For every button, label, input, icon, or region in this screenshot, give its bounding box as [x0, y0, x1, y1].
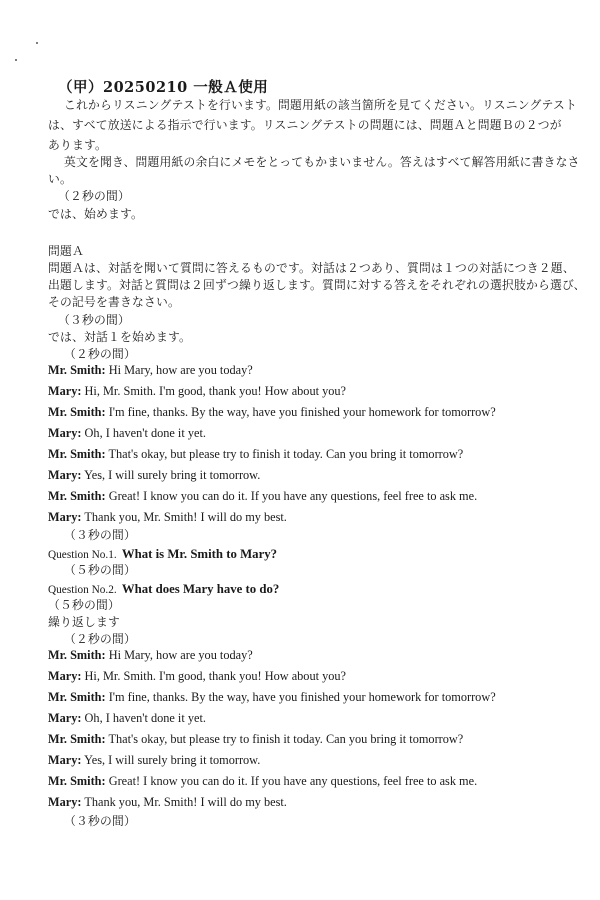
dialogue-line	[48, 489, 477, 504]
utterance: Hi, Mr. Smith. I'm good, thank you! How about you?	[81, 384, 347, 398]
pause-note: （２秒の間）	[64, 347, 136, 361]
pause-note: （３秒の間）	[64, 814, 136, 828]
speaker-name: Mr. Smith:	[48, 447, 106, 461]
utterance: Great! I know you can do it. If you have any questions, feel free to ask me.	[105, 489, 478, 503]
utterance: Oh, I haven't done it yet.	[81, 426, 206, 440]
repeat-note: 繰り返します	[48, 615, 120, 629]
pause-note: （２秒の間）	[64, 632, 136, 646]
instruction-line: 出題します。対話と質問は２回ずつ繰り返します。質問に対する答えをそれぞれの選択肢から選び、	[48, 278, 586, 292]
dialogue-line	[48, 690, 496, 705]
dialogue-start-note: では、対話１を始めます。	[48, 330, 192, 344]
dialogue-line	[48, 447, 463, 462]
speaker-name: Mr. Smith:	[48, 732, 106, 746]
speaker-name: Mary:	[48, 795, 82, 809]
dialogue-line	[48, 732, 463, 747]
speaker-name: Mr. Smith:	[48, 405, 106, 419]
question-number: Question No.2.	[48, 584, 117, 596]
pause-note: （５秒の間）	[64, 563, 136, 577]
instruction-line: その記号を書きなさい。	[48, 295, 180, 309]
utterance: Oh, I haven't done it yet.	[81, 711, 206, 725]
dialogue-line	[48, 711, 206, 726]
speaker-name: Mr. Smith:	[48, 690, 106, 704]
scan-speck	[36, 42, 38, 44]
speaker-name: Mary:	[48, 669, 82, 683]
utterance: That's okay, but please try to finish it today. Can you bring it tomorrow?	[105, 732, 464, 746]
pause-note: （２秒の間）	[58, 189, 130, 203]
pause-note: （３秒の間）	[64, 528, 136, 542]
dialogue-line	[48, 468, 260, 483]
utterance: Thank you, Mr. Smith! I will do my best.	[81, 510, 287, 524]
question-line	[48, 543, 277, 562]
dialogue-line	[48, 774, 477, 789]
question-number: Question No.1.	[48, 549, 117, 561]
speaker-name: Mary:	[48, 510, 82, 524]
speaker-name: Mary:	[48, 384, 82, 398]
utterance: Yes, I will surely bring it tomorrow.	[81, 468, 261, 482]
dialogue-line	[48, 363, 253, 378]
utterance: I'm fine, thanks. By the way, have you finished your homework for tomorrow?	[105, 405, 496, 419]
utterance: Yes, I will surely bring it tomorrow.	[81, 753, 261, 767]
speaker-name: Mary:	[48, 468, 82, 482]
scan-speck	[15, 59, 17, 61]
speaker-name: Mr. Smith:	[48, 489, 106, 503]
pause-note: （５秒の間）	[48, 598, 120, 612]
intro-line: あります。	[48, 138, 108, 152]
utterance: Hi Mary, how are you today?	[105, 363, 253, 377]
utterance: Thank you, Mr. Smith! I will do my best.	[81, 795, 287, 809]
question-line	[48, 578, 279, 597]
section-a-heading: 問題Ａ	[48, 244, 84, 258]
start-note: では、始めます。	[48, 207, 144, 221]
pause-note: （３秒の間）	[58, 313, 130, 327]
speaker-name: Mary:	[48, 711, 82, 725]
speaker-name: Mr. Smith:	[48, 648, 106, 662]
dialogue-line	[48, 426, 206, 441]
speaker-name: Mary:	[48, 753, 82, 767]
utterance: Hi Mary, how are you today?	[105, 648, 253, 662]
speaker-name: Mary:	[48, 426, 82, 440]
utterance: That's okay, but please try to finish it today. Can you bring it tomorrow?	[105, 447, 464, 461]
intro-line: は、すべて放送による指示で行います。リスニングテストの問題には、問題Ａと問題Ｂの２つが	[48, 118, 562, 132]
utterance: I'm fine, thanks. By the way, have you finished your homework for tomorrow?	[105, 690, 496, 704]
intro-line: これからリスニングテストを行います。問題用紙の該当箇所を見てください。リスニングテスト	[64, 98, 578, 112]
document-title: （甲）20250210 一般Ａ使用	[58, 79, 269, 96]
dialogue-line	[48, 795, 287, 810]
instruction-line: 問題Ａは、対話を聞いて質問に答えるものです。対話は２つあり、質問は１つの対話につき２題、	[48, 261, 575, 275]
dialogue-line	[48, 384, 346, 399]
question-text: What does Mary have to do?	[121, 582, 280, 596]
dialogue-line	[48, 753, 260, 768]
dialogue-line	[48, 648, 253, 663]
dialogue-line	[48, 405, 496, 420]
question-text: What is Mr. Smith to Mary?	[121, 547, 278, 561]
utterance: Great! I know you can do it. If you have any questions, feel free to ask me.	[105, 774, 478, 788]
intro-line: 英文を聞き、問題用紙の余白にメモをとってもかまいません。答えはすべて解答用紙に書きなさ	[64, 155, 580, 169]
dialogue-line	[48, 669, 346, 684]
intro-line: い。	[48, 172, 72, 186]
speaker-name: Mr. Smith:	[48, 363, 106, 377]
utterance: Hi, Mr. Smith. I'm good, thank you! How about you?	[81, 669, 347, 683]
speaker-name: Mr. Smith:	[48, 774, 106, 788]
dialogue-line	[48, 510, 287, 525]
